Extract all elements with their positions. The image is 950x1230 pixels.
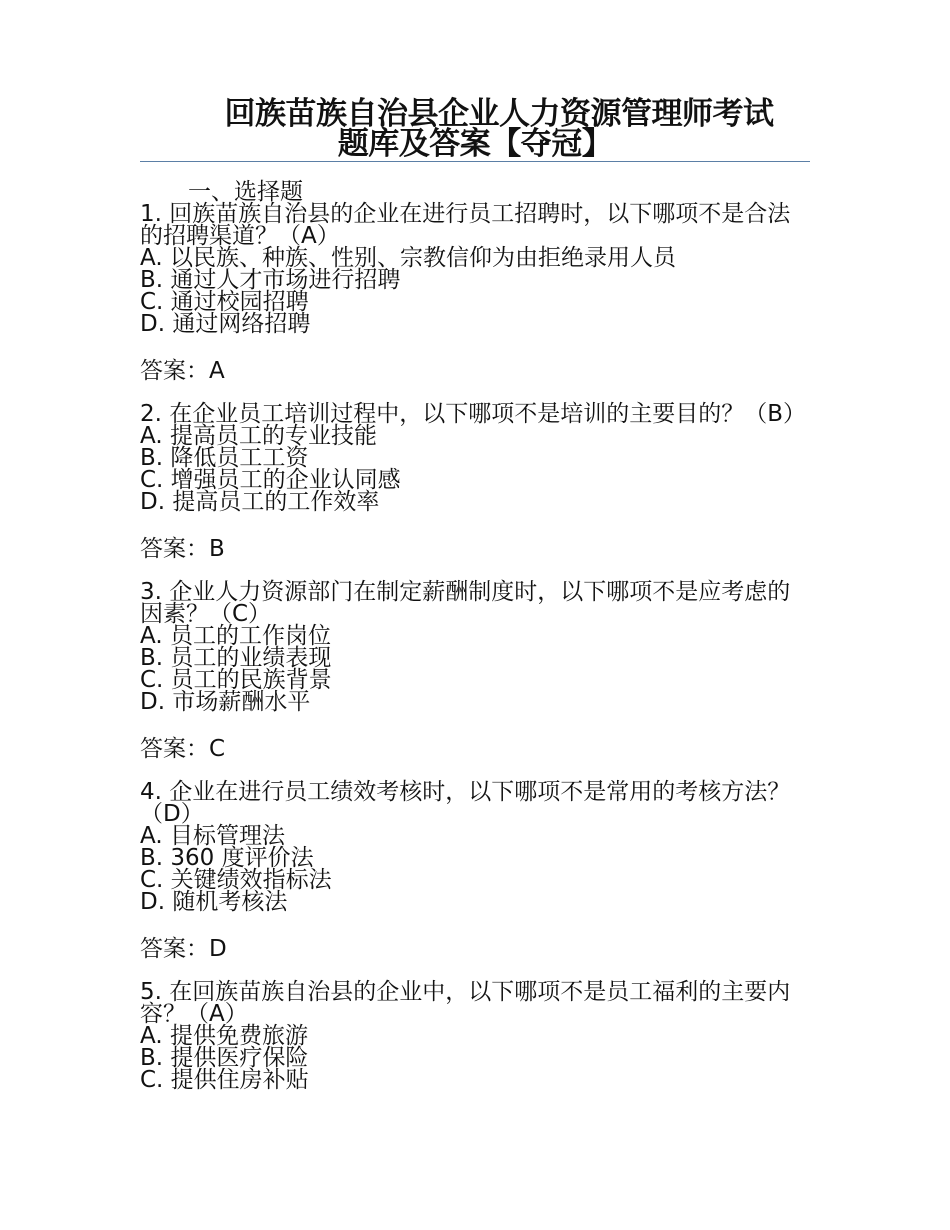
question-3 <box>140 581 800 761</box>
option-b: B. 降低员工工资 <box>140 445 309 471</box>
answer: 答案：D <box>140 936 227 962</box>
option-c: C. 关键绩效指标法 <box>140 867 332 893</box>
question-2 <box>140 401 807 562</box>
option-c: C. 提供住房补贴 <box>140 1067 309 1093</box>
option-c: C. 增强员工的企业认同感 <box>140 467 401 493</box>
question-list <box>140 201 807 1093</box>
option-b: B. 通过人才市场进行招聘 <box>140 267 401 293</box>
option-d: D. 通过网络招聘 <box>140 311 311 337</box>
question-text: 2. 在企业员工培训过程中，以下哪项不是培训的主要目的？（B） <box>140 401 807 427</box>
question-text: 5. 在回族苗族自治县的企业中，以下哪项不是员工福利的主要内容？（A） <box>140 979 791 1027</box>
option-d: D. 随机考核法 <box>140 889 288 915</box>
option-c: C. 通过校园招聘 <box>140 289 309 315</box>
option-b: B. 员工的业绩表现 <box>140 645 332 671</box>
option-d: D. 市场薪酬水平 <box>140 689 311 715</box>
option-d: D. 提高员工的工作效率 <box>140 489 380 515</box>
question-4 <box>140 781 800 961</box>
option-a: A. 提高员工的专业技能 <box>140 423 377 449</box>
answer: 答案：B <box>140 536 225 562</box>
answer: 答案：C <box>140 736 226 762</box>
title-underline <box>140 161 810 162</box>
question-5 <box>140 981 800 1091</box>
title-line-2: 题库及答案【夺冠】 <box>337 126 613 162</box>
option-b: B. 360 度评价法 <box>140 845 314 871</box>
option-a: A. 员工的工作岗位 <box>140 623 331 649</box>
option-a: A. 以民族、种族、性别、宗教信仰为由拒绝录用人员 <box>140 245 676 271</box>
question-text: 3. 企业人力资源部门在制定薪酬制度时，以下哪项不是应考虑的因素？（C） <box>140 579 791 627</box>
question-text: 1. 回族苗族自治县的企业在进行员工招聘时，以下哪项不是合法的招聘渠道？（A） <box>140 201 791 249</box>
section-heading: 一、选择题 <box>188 179 303 205</box>
question-text: 4. 企业在进行员工绩效考核时，以下哪项不是常用的考核方法？（D） <box>140 779 791 827</box>
option-a: A. 目标管理法 <box>140 823 285 849</box>
option-c: C. 员工的民族背景 <box>140 667 332 693</box>
option-b: B. 提供医疗保险 <box>140 1045 309 1071</box>
answer: 答案：A <box>140 358 225 384</box>
document-title <box>140 96 810 162</box>
question-1 <box>140 203 800 383</box>
option-a: A. 提供免费旅游 <box>140 1023 308 1049</box>
title-line-1: 回族苗族自治县企业人力资源管理师考试 <box>224 96 774 132</box>
